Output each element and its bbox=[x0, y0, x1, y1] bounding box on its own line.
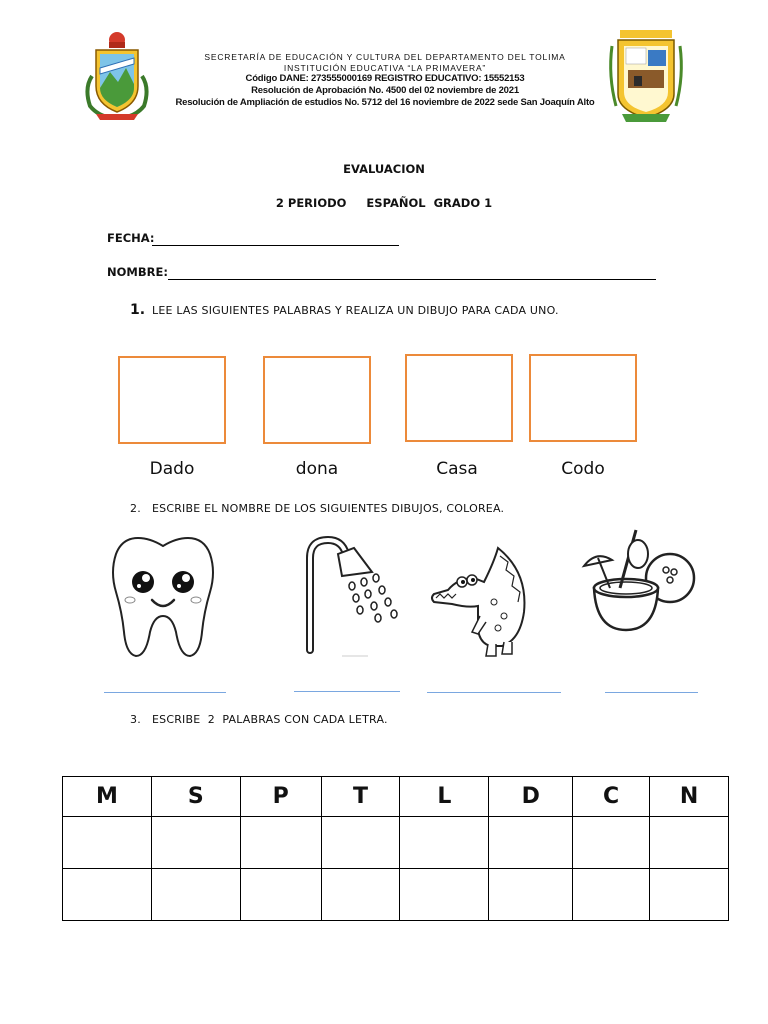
word-4: Codo bbox=[561, 459, 605, 479]
answer-row-1 bbox=[63, 817, 729, 869]
answer-line-3[interactable] bbox=[427, 692, 561, 693]
letter-cell: S bbox=[151, 777, 240, 817]
q3-text: 3. ESCRIBE 2 PALABRAS CON CADA LETRA. bbox=[130, 713, 388, 726]
page-subtitle: 2 PERIODO ESPAÑOL GRADO 1 bbox=[275, 196, 493, 210]
answer-cell[interactable] bbox=[650, 817, 729, 869]
answer-cell[interactable] bbox=[400, 869, 489, 921]
letter-cell: P bbox=[240, 777, 321, 817]
q2-text: 2. ESCRIBE EL NOMBRE DE LOS SIGUIENTES DIBUJOS, COLOREA. bbox=[130, 502, 505, 515]
header-line-5: Resolución de Ampliación de estudios No. 5712 del 16 noviembre de 2022 sede San Joaquín Alto bbox=[175, 97, 595, 108]
header-line-1: SECRETARÍA DE EDUCACIÓN Y CULTURA DEL DEPARTAMENTO DEL TOLIMA bbox=[204, 52, 566, 62]
drawing-box-1[interactable] bbox=[118, 356, 226, 444]
answer-line-2[interactable] bbox=[294, 691, 400, 692]
tooth-icon bbox=[108, 532, 218, 660]
answer-cell[interactable] bbox=[240, 817, 321, 869]
letter-cell: C bbox=[573, 777, 650, 817]
letters-table bbox=[62, 776, 729, 921]
letters-header-row bbox=[63, 777, 729, 817]
answer-cell[interactable] bbox=[400, 817, 489, 869]
page-title: EVALUACION bbox=[343, 162, 425, 176]
fecha-label: FECHA: bbox=[107, 231, 155, 245]
word-1: Dado bbox=[149, 459, 195, 479]
answer-cell[interactable] bbox=[573, 817, 650, 869]
answer-cell[interactable] bbox=[63, 817, 152, 869]
fecha-row bbox=[107, 231, 155, 245]
letter-cell: D bbox=[489, 777, 573, 817]
crest-right-icon bbox=[606, 26, 686, 124]
header-line-2: INSTITUCIÓN EDUCATIVA “LA PRIMAVERA” bbox=[283, 62, 487, 73]
shower-icon bbox=[302, 536, 412, 660]
word-2: dona bbox=[295, 459, 339, 479]
answer-cell[interactable] bbox=[240, 869, 321, 921]
word-3: Casa bbox=[436, 459, 478, 479]
letter-cell: T bbox=[321, 777, 400, 817]
answer-cell[interactable] bbox=[573, 869, 650, 921]
nombre-field[interactable] bbox=[168, 279, 656, 280]
drawing-box-2[interactable] bbox=[263, 356, 371, 444]
letter-cell: N bbox=[650, 777, 729, 817]
answer-line-1[interactable] bbox=[104, 692, 226, 693]
nombre-row bbox=[107, 265, 168, 279]
answer-line-4[interactable] bbox=[605, 692, 698, 693]
answer-cell[interactable] bbox=[151, 817, 240, 869]
nombre-label: NOMBRE: bbox=[107, 265, 168, 279]
drawing-box-4[interactable] bbox=[529, 354, 637, 442]
header-line-4: Resolución de Aprobación No. 4500 del 02 noviembre de 2021 bbox=[251, 85, 519, 97]
letter-cell: L bbox=[400, 777, 489, 817]
crocodile-icon bbox=[428, 542, 538, 660]
answer-cell[interactable] bbox=[650, 869, 729, 921]
answer-cell[interactable] bbox=[321, 817, 400, 869]
coconut-icon bbox=[580, 526, 698, 636]
letter-cell: M bbox=[63, 777, 152, 817]
drawing-box-3[interactable] bbox=[405, 354, 513, 442]
q1-text: LEE LAS SIGUIENTES PALABRAS Y REALIZA UN DIBUJO PARA CADA UNO. bbox=[152, 304, 559, 317]
header-line-3: Código DANE: 273555000169 REGISTRO EDUCATIVO: 15552153 bbox=[245, 73, 525, 85]
answer-cell[interactable] bbox=[151, 869, 240, 921]
fecha-field[interactable] bbox=[152, 245, 399, 246]
answer-cell[interactable] bbox=[489, 869, 573, 921]
answer-cell[interactable] bbox=[63, 869, 152, 921]
institution-header bbox=[160, 52, 610, 109]
answer-row-2 bbox=[63, 869, 729, 921]
answer-cell[interactable] bbox=[321, 869, 400, 921]
answer-cell[interactable] bbox=[489, 817, 573, 869]
q1-number: 1. bbox=[130, 302, 146, 318]
